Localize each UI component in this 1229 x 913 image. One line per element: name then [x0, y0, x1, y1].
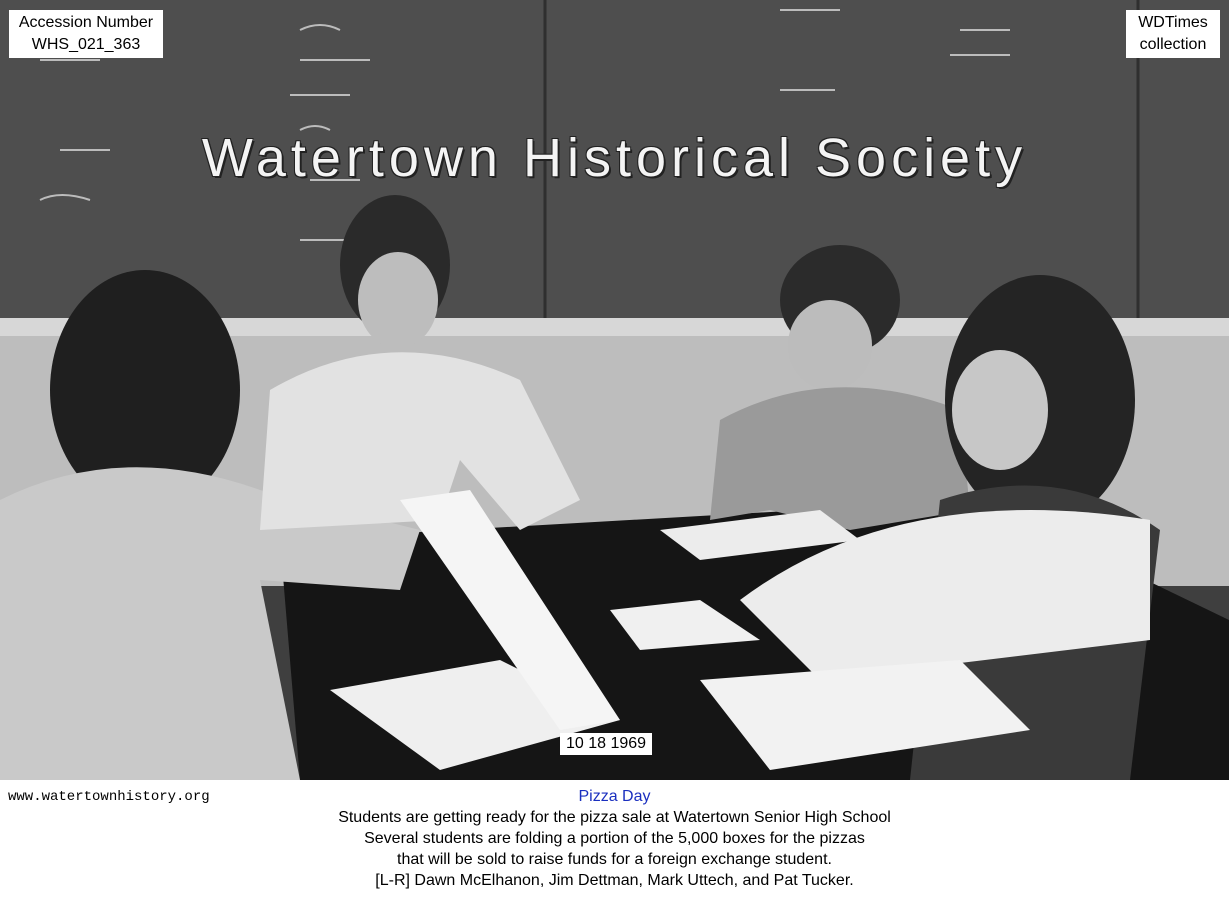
collection-label [1126, 10, 1220, 58]
caption-title: Pizza Day [578, 788, 651, 805]
caption-block [0, 786, 1229, 891]
caption-line: [L-R] Dawn McElhanon, Jim Dettman, Mark Uttech, and Pat Tucker. [375, 872, 854, 889]
collection-line-1: WDTimes [1138, 14, 1208, 31]
photo-date-stamp: 10 18 1969 [560, 733, 652, 755]
accession-number-label [9, 10, 163, 58]
website-url: www.watertownhistory.org [8, 789, 210, 805]
caption-line: that will be sold to raise funds for a foreign exchange student. [397, 851, 832, 868]
accession-caption: Accession Number [18, 14, 154, 31]
accession-value: WHS_021_363 [31, 36, 141, 53]
caption-line: Several students are folding a portion of the 5,000 boxes for the pizzas [364, 830, 865, 847]
watermark-text: Watertown Historical Society [201, 128, 1028, 188]
collection-line-2: collection [1139, 36, 1207, 53]
caption-line: Students are getting ready for the pizza sale at Watertown Senior High School [338, 809, 891, 826]
